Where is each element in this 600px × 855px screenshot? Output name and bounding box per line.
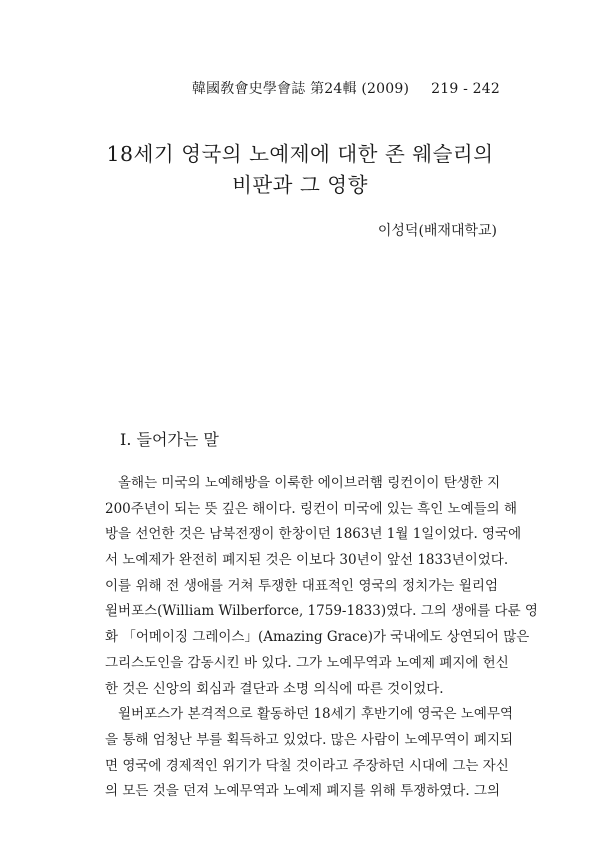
paragraph-1-line: 화 「어메이징 그레이스」(Amazing Grace)가 국내에도 상연되어 많은: [105, 629, 530, 646]
article-title: [0, 139, 600, 201]
paragraph-1-line: 200주년이 되는 뜻 깊은 해이다. 링컨이 미국에 있는 흑인 노예들의 해: [105, 500, 518, 517]
article-title-line-1: 18세기 영국의 노예제에 대한 존 웨슬리의: [106, 142, 494, 166]
paragraph-1-line: 그리스도인을 감동시킨 바 있다. 그가 노예무역과 노예제 폐지에 헌신: [105, 654, 509, 671]
paragraph-1-line: 한 것은 신앙의 회심과 결단과 소명 의식에 따른 것이었다.: [105, 680, 444, 697]
paragraph-2-line: 을 통해 엄청난 부를 획득하고 있었다. 많은 사람이 노예무역이 폐지되: [105, 731, 514, 748]
paragraph-1-line: 이를 위해 전 생애를 거쳐 투쟁한 대표적인 영국의 정치가는 윌리엄: [105, 577, 498, 594]
paragraph-1-line: 올해는 미국의 노예해방을 이룩한 에이브러햄 링컨이이 탄생한 지: [118, 475, 501, 491]
paragraph-1-line: 서 노예제가 완전히 폐지된 것은 이보다 30년이 앞선 1833년이었다.: [105, 552, 509, 569]
journal-citation: 韓國敎會史學會誌 第24輯 (2009): [191, 81, 410, 97]
paragraph-1-line: 방을 선언한 것은 남북전쟁이 한창이던 1863년 1월 1일이었다. 영국에: [105, 526, 522, 543]
running-header: [192, 78, 500, 98]
section-heading: I. 들어가는 말: [120, 430, 219, 449]
page-range: 219 - 242: [431, 81, 500, 97]
paragraph-2-line: 의 모든 것을 던져 노예무역과 노예제 폐지를 위해 투쟁하였다. 그의: [105, 783, 501, 800]
paragraph-2-line: 윌버포스가 본격적으로 활동하던 18세기 후반기에 영국은 노예무역: [118, 706, 514, 723]
body-text: [105, 471, 538, 805]
paragraph-2-line: 면 영국에 경제적인 위기가 닥칠 것이라고 주장하던 시대에 그는 자신: [105, 757, 509, 774]
author-affiliation: 이성덕(배재대학교): [377, 223, 497, 239]
paragraph-1-line: 윌버포스(William Wilberforce, 1759-1833)였다. 그의 생애를 다룬 영: [105, 603, 538, 620]
article-title-line-2: 비판과 그 영향: [232, 173, 368, 197]
